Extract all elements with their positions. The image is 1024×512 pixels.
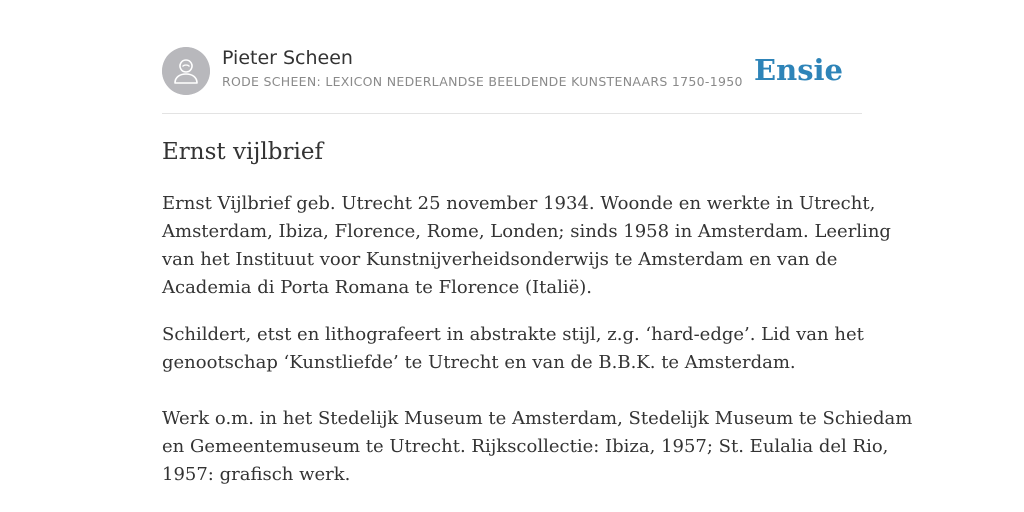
article-paragraph-2 (162, 321, 862, 377)
user-silhouette-icon[interactable] (162, 47, 210, 95)
brand-logo[interactable]: Ensie (754, 53, 843, 87)
article-card (162, 0, 913, 512)
paragraph-line: genootschap ‘Kunstliefde’ te Utrecht en van de B.B.K. te Amsterdam. (162, 352, 796, 373)
article-paragraph-3 (162, 405, 913, 489)
author-name[interactable]: Pieter Scheen (222, 47, 353, 69)
paragraph-line: 1957: grafisch werk. (162, 464, 351, 485)
paragraph-line: Amsterdam, Ibiza, Florence, Rome, Londen; sinds 1958 in Amsterdam. Leerling (162, 221, 891, 242)
article-paragraph-1 (162, 190, 891, 302)
source-title[interactable]: RODE SCHEEN: LEXICON NEDERLANDSE BEELDENDE KUNSTENAARS 1750-1950 (222, 74, 743, 89)
header-divider (162, 113, 862, 114)
paragraph-line: Ernst Vijlbrief geb. Utrecht 25 november 1934. Woonde en werkte in Utrecht, (162, 193, 876, 214)
paragraph-line: Academia di Porta Romana te Florence (Italië). (162, 277, 593, 298)
avatar-graphic (162, 47, 210, 95)
paragraph-line: Schildert, etst en lithografeert in abstrakte stijl, z.g. ‘hard-edge’. Lid van het (162, 324, 864, 345)
paragraph-line: en Gemeentemuseum te Utrecht. Rijkscollectie: Ibiza, 1957; St. Eulalia del Rio, (162, 436, 889, 457)
paragraph-line: Werk o.m. in het Stedelijk Museum te Amsterdam, Stedelijk Museum te Schiedam (162, 408, 913, 429)
article-header (162, 46, 862, 96)
paragraph-line: van het Instituut voor Kunstnijverheidsonderwijs te Amsterdam en van de (162, 249, 838, 270)
article-title: Ernst vijlbrief (162, 139, 323, 165)
